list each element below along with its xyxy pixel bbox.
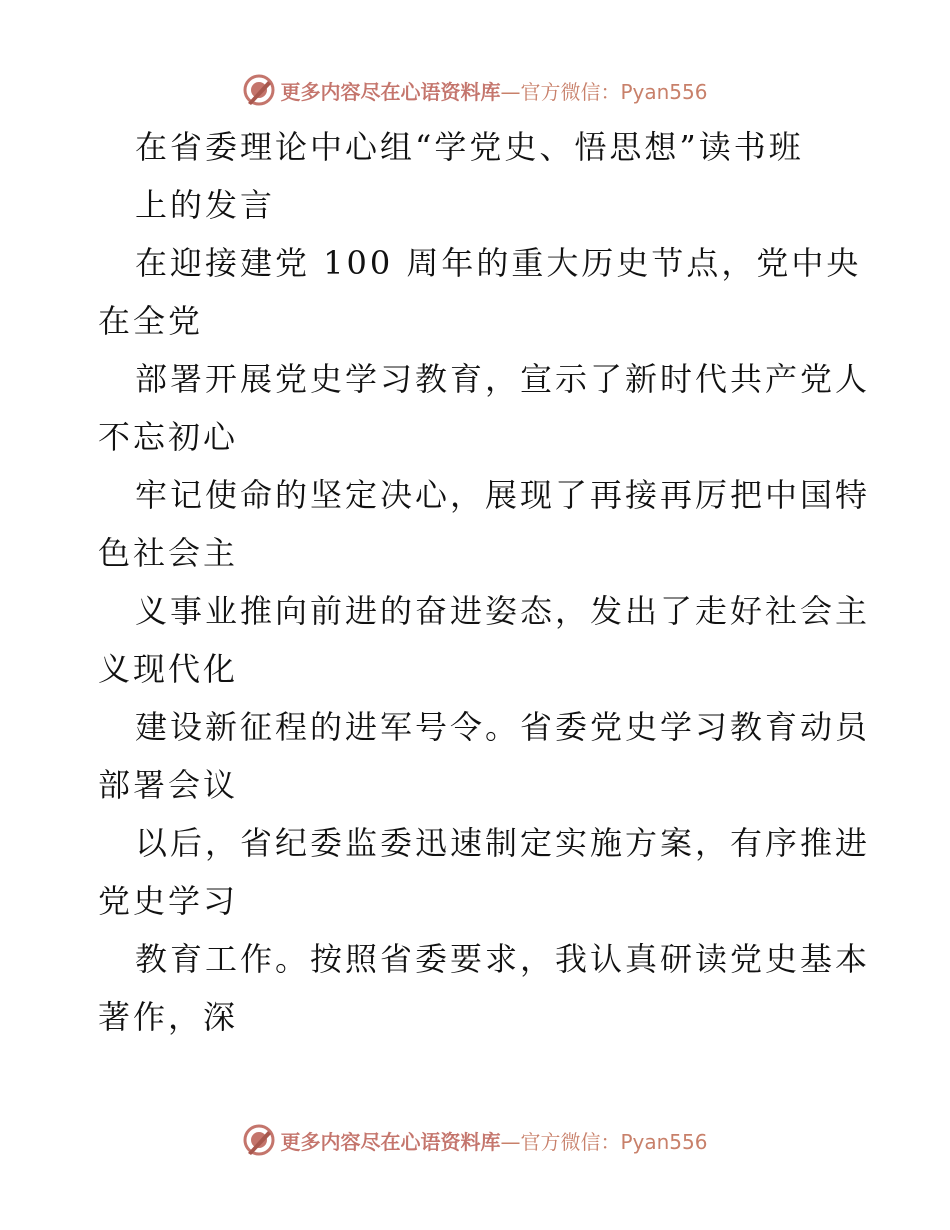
watermark-suffix: —官方微信：Pyan556 [500,79,708,104]
text-line: 著作，深 [98,998,239,1036]
text-line: 在迎接建党 100 周年的重大历史节点，党中央 [135,244,862,282]
text-line: 义事业推向前进的奋进姿态，发出了走好社会主 [135,592,871,630]
document-body [98,118,878,1046]
text-line: 建设新征程的进军号令。省委党史学习教育动员 [135,708,871,746]
text-line: 不忘初心 [98,418,239,456]
pen-circle-logo-icon [242,1123,276,1157]
text-line: 以后，省纪委监委迅速制定实施方案，有序推进 [135,824,871,862]
pen-circle-logo-icon [242,73,276,107]
text-line: 教育工作。按照省委要求，我认真研读党史基本 [135,940,871,978]
footer-watermark [0,1120,950,1160]
watermark-brand: 更多内容尽在心语资料库 [280,1129,501,1154]
header-watermark [0,70,950,110]
text-line: 色社会主 [98,534,239,572]
text-line: 党史学习 [98,882,239,920]
text-line: 牢记使命的坚定决心，展现了再接再厉把中国特 [135,476,871,514]
text-line: 部署会议 [98,766,239,804]
text-line: 上的发言 [135,186,276,224]
text-line: 义现代化 [98,650,239,688]
watermark-suffix: —官方微信：Pyan556 [500,1129,708,1154]
text-line: 在全党 [98,302,204,340]
text-line: 部署开展党史学习教育，宣示了新时代共产党人 [135,360,871,398]
watermark-brand: 更多内容尽在心语资料库 [280,79,501,104]
text-line: 在省委理论中心组“学党史、悟思想”读书班 [135,128,804,166]
